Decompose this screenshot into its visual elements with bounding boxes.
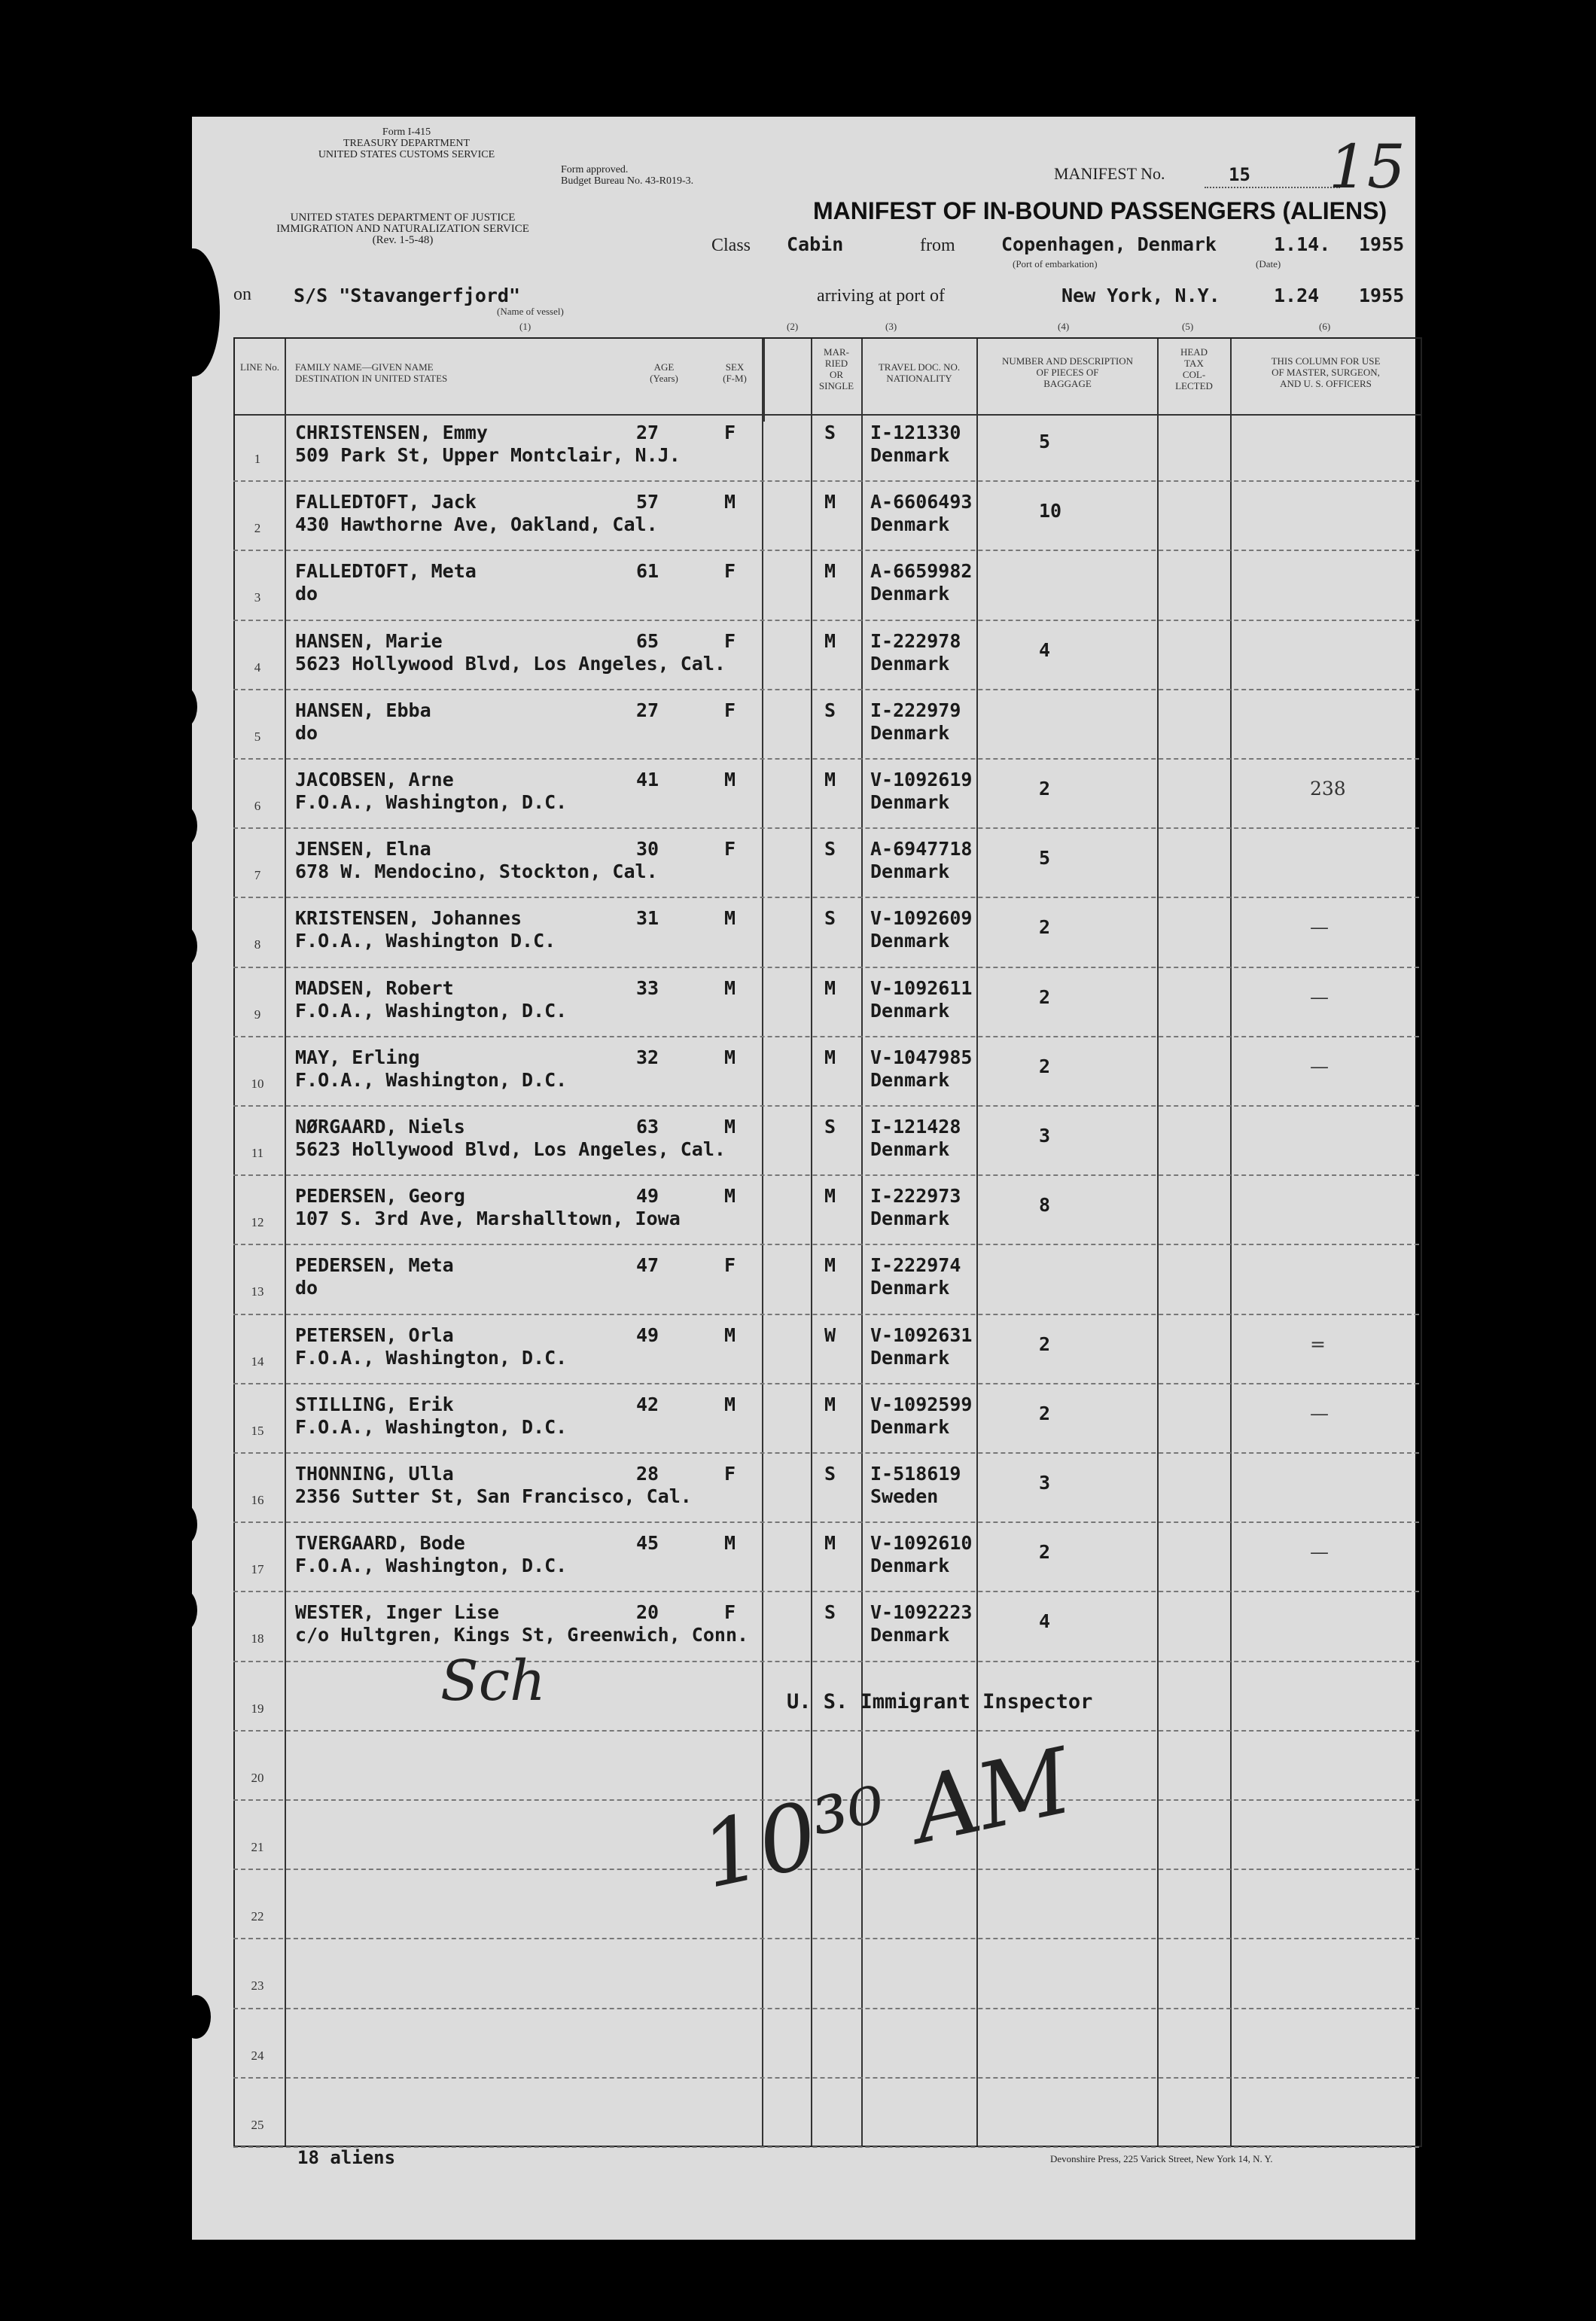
- sex: F: [724, 699, 736, 721]
- sex: M: [724, 1532, 736, 1555]
- line-number: 2: [254, 521, 261, 536]
- customs-service: UNITED STATES CUSTOMS SERVICE: [318, 149, 495, 160]
- nationality: Denmark: [870, 999, 950, 1022]
- baggage-count: 2: [1039, 985, 1051, 1008]
- vessel-name: S/S "Stavangerfjord": [294, 285, 521, 306]
- col-index: (5): [1182, 321, 1194, 332]
- baggage-count: 2: [1039, 1055, 1051, 1077]
- punch-hole: [181, 1995, 211, 2039]
- line-number: 16: [251, 1493, 264, 1507]
- line-number: 19: [251, 1701, 264, 1716]
- table-row: [233, 760, 1419, 827]
- passenger-name: NØRGAARD, Niels: [295, 1116, 465, 1138]
- line-number: 9: [254, 1007, 261, 1022]
- sex: M: [724, 976, 736, 999]
- table-row: [233, 690, 1419, 758]
- table-row: [233, 621, 1419, 689]
- line-number: 4: [254, 659, 261, 675]
- age: 33: [636, 976, 659, 999]
- age: 32: [636, 1046, 659, 1068]
- nationality: Denmark: [870, 1346, 950, 1369]
- col-index: (3): [885, 321, 897, 332]
- marital-status: S: [824, 1116, 836, 1138]
- sex: M: [724, 1046, 736, 1068]
- baggage-count: 3: [1039, 1125, 1051, 1147]
- marital-status: S: [824, 838, 836, 860]
- passenger-name: FALLEDTOFT, Meta: [295, 560, 477, 583]
- passenger-name: STILLING, Erik: [295, 1393, 454, 1415]
- table-row: [233, 2079, 1419, 2146]
- line-number: 23: [251, 1978, 264, 1994]
- date-caption: (Date): [1256, 258, 1281, 270]
- baggage-count: 2: [1039, 778, 1051, 800]
- justice-block: [226, 212, 580, 246]
- table-row: [233, 482, 1419, 550]
- line-number: 21: [251, 1840, 264, 1854]
- manifest-underline: [1205, 187, 1340, 188]
- from-label: from: [920, 236, 955, 255]
- destination: do: [295, 721, 318, 744]
- col-header-officers: THIS COLUMN FOR USE OF MASTER, SURGEON, AND U. S. OFFICERS: [1271, 355, 1381, 389]
- sex: F: [724, 629, 736, 652]
- passenger-name: PEDERSEN, Georg: [295, 1185, 465, 1208]
- line-number: 6: [254, 799, 261, 813]
- col-header-headtax: HEAD TAX COL- LECTED: [1175, 346, 1213, 391]
- col-index: (2): [787, 321, 799, 332]
- marital-status: S: [824, 699, 836, 721]
- age: 49: [636, 1323, 659, 1346]
- sex: M: [724, 769, 736, 790]
- destination: 5623 Hollywood Blvd, Los Angeles, Cal.: [295, 652, 726, 675]
- destination: F.O.A., Washington D.C.: [295, 930, 556, 952]
- class-value: Cabin: [787, 233, 844, 255]
- nationality: Denmark: [870, 652, 950, 675]
- treasury-dept: TREASURY DEPARTMENT: [343, 138, 471, 149]
- marital-status: M: [824, 976, 836, 999]
- passenger-name: CHRISTENSEN, Emmy: [295, 422, 488, 443]
- marital-status: M: [824, 769, 836, 790]
- nationality: Denmark: [870, 1138, 950, 1160]
- table-row: [233, 1523, 1419, 1591]
- nationality: Denmark: [870, 791, 950, 813]
- arrival-date: 1.24: [1274, 285, 1320, 306]
- table-row: [233, 829, 1419, 897]
- sex: F: [724, 838, 736, 860]
- age: 30: [636, 838, 659, 860]
- officer-mark: —: [1310, 1402, 1329, 1424]
- arrival-time-note: 10³⁰ AM: [693, 1729, 1080, 1909]
- line-number: 7: [254, 868, 261, 883]
- officer-mark: —: [1310, 1055, 1329, 1077]
- punch-hole: [167, 685, 197, 729]
- from-year: 1955: [1359, 233, 1405, 255]
- passenger-name: PEDERSEN, Meta: [295, 1254, 454, 1277]
- from-date: 1.14.: [1274, 233, 1331, 255]
- line-number: 22: [251, 1909, 264, 1924]
- passenger-name: KRISTENSEN, Johannes: [295, 907, 522, 930]
- nationality: Denmark: [870, 583, 950, 605]
- passenger-name: THONNING, Ulla: [295, 1463, 454, 1485]
- destination: do: [295, 583, 318, 605]
- inspector-stamp: U. S. Immigrant Inspector: [787, 1690, 1093, 1713]
- approval-block: [561, 164, 787, 187]
- table-row: [233, 898, 1419, 966]
- travel-doc: I-222979: [870, 699, 961, 721]
- passenger-name: HANSEN, Ebba: [295, 699, 431, 721]
- torn-edge: [167, 248, 220, 376]
- travel-doc: I-222974: [870, 1254, 961, 1277]
- on-label: on: [233, 285, 251, 304]
- destination: do: [295, 1277, 318, 1299]
- table-row: [233, 1454, 1419, 1521]
- nationality: Denmark: [870, 1208, 950, 1230]
- budget-bureau: Budget Bureau No. 43-R019-3.: [561, 175, 694, 187]
- travel-doc: A-6947718: [870, 838, 973, 860]
- class-label: Class: [711, 236, 751, 255]
- baggage-count: 10: [1039, 500, 1062, 522]
- age: 31: [636, 907, 659, 930]
- travel-doc: V-1092609: [870, 907, 973, 930]
- sex: F: [724, 1254, 736, 1277]
- age: 61: [636, 560, 659, 583]
- destination: F.O.A., Washington, D.C.: [295, 1415, 568, 1438]
- officer-mark: —: [1310, 916, 1329, 939]
- passenger-name: PETERSEN, Orla: [295, 1323, 454, 1346]
- line-number: 12: [251, 1215, 264, 1230]
- destination: 678 W. Mendocino, Stockton, Cal.: [295, 860, 658, 883]
- table-row: [233, 1037, 1419, 1105]
- travel-doc: V-1047985: [870, 1046, 973, 1068]
- passenger-name: JENSEN, Elna: [295, 838, 431, 860]
- marital-status: M: [824, 1393, 836, 1415]
- nationality: Denmark: [870, 930, 950, 952]
- nationality: Denmark: [870, 1624, 950, 1646]
- line-number: 1: [254, 452, 261, 466]
- nationality: Denmark: [870, 1277, 950, 1299]
- line-number: 17: [251, 1562, 264, 1577]
- passenger-name: WESTER, Inger Lise: [295, 1601, 499, 1624]
- destination: 430 Hawthorne Ave, Oakland, Cal.: [295, 513, 658, 536]
- officer-mark: —: [1310, 985, 1329, 1008]
- line-number: 8: [254, 937, 261, 952]
- sex: F: [724, 422, 736, 443]
- punch-hole: [134, 2115, 164, 2159]
- baggage-count: 4: [1039, 1610, 1051, 1633]
- age: 28: [636, 1463, 659, 1485]
- table-row: [233, 1315, 1419, 1383]
- age: 65: [636, 629, 659, 652]
- col-index: (1): [519, 321, 531, 332]
- vessel-caption: (Name of vessel): [497, 306, 564, 317]
- passenger-name: FALLEDTOFT, Jack: [295, 491, 477, 513]
- sex: F: [724, 560, 736, 583]
- table-row: [233, 1107, 1419, 1174]
- baggage-count: 2: [1039, 1333, 1051, 1355]
- ins-service: IMMIGRATION AND NATURALIZATION SERVICE: [276, 223, 529, 235]
- line-number: 25: [251, 2117, 264, 2132]
- manifest-number: 15: [1229, 164, 1250, 185]
- age: 45: [636, 1532, 659, 1555]
- form-issuer-block: [248, 126, 565, 160]
- sex: M: [724, 491, 736, 513]
- marital-status: M: [824, 560, 836, 583]
- line-number: 13: [251, 1284, 264, 1299]
- marital-status: S: [824, 1463, 836, 1485]
- baggage-count: 4: [1039, 638, 1051, 661]
- passenger-name: TVERGAARD, Bode: [295, 1532, 465, 1555]
- officer-mark: 238: [1310, 778, 1346, 800]
- sex: M: [724, 907, 736, 930]
- table-row: [233, 1176, 1419, 1244]
- travel-doc: V-1092223: [870, 1601, 973, 1624]
- travel-doc: I-518619: [870, 1463, 961, 1485]
- nationality: Denmark: [870, 1068, 950, 1091]
- travel-doc: I-222973: [870, 1185, 961, 1208]
- revision-date: (Rev. 1-5-48): [372, 234, 434, 246]
- table-row: [233, 551, 1419, 619]
- col-header-sex: SEX (F-M): [723, 361, 747, 384]
- inspector-signature: Sch: [440, 1649, 546, 1713]
- baggage-count: 2: [1039, 1402, 1051, 1424]
- baggage-count: 5: [1039, 431, 1051, 452]
- baggage-count: 8: [1039, 1194, 1051, 1217]
- col-header-travel: TRAVEL DOC. NO. NATIONALITY: [878, 361, 961, 384]
- line-number: 11: [251, 1146, 264, 1160]
- arriving-label: arriving at port of: [817, 286, 945, 306]
- line-number: 3: [254, 590, 261, 605]
- justice-dept: UNITED STATES DEPARTMENT OF JUSTICE: [290, 212, 516, 224]
- line-number: 20: [251, 1770, 264, 1785]
- baggage-count: 5: [1039, 847, 1051, 870]
- nationality: Sweden: [870, 1485, 939, 1507]
- destination: F.O.A., Washington, D.C.: [295, 999, 568, 1022]
- baggage-count: 2: [1039, 1541, 1051, 1564]
- table-row: [233, 968, 1419, 1036]
- row-divider: [233, 2146, 1419, 2148]
- sex: M: [724, 1323, 736, 1346]
- manifest-handwritten: 15: [1329, 132, 1406, 202]
- line-number: 15: [251, 1423, 264, 1438]
- nationality: Denmark: [870, 860, 950, 883]
- table-row: [233, 1245, 1419, 1313]
- col-header-name: FAMILY NAME—GIVEN NAME DESTINATION IN UNITED STATES: [295, 361, 448, 384]
- officer-mark: —: [1310, 1541, 1329, 1564]
- destination: 5623 Hollywood Blvd, Los Angeles, Cal.: [295, 1138, 726, 1160]
- col-header-age: AGE (Years): [650, 361, 678, 384]
- age: 49: [636, 1185, 659, 1208]
- marital-status: M: [824, 629, 836, 652]
- port-caption: (Port of embarkation): [1013, 258, 1098, 270]
- nationality: Denmark: [870, 721, 950, 744]
- marital-status: W: [824, 1323, 836, 1346]
- col-index: (4): [1058, 321, 1070, 332]
- col-header-married: MAR- RIED OR SINGLE: [818, 346, 854, 391]
- sex: F: [724, 1463, 736, 1485]
- col-index: (6): [1319, 321, 1331, 332]
- age: 41: [636, 769, 659, 790]
- travel-doc: A-6606493: [870, 491, 973, 513]
- col-header-line: LINE No.: [240, 361, 279, 373]
- travel-doc: I-121330: [870, 422, 961, 443]
- table-row: [233, 1939, 1419, 2007]
- travel-doc: I-121428: [870, 1116, 961, 1138]
- destination: 509 Park St, Upper Montclair, N.J.: [295, 444, 681, 466]
- travel-doc: V-1092631: [870, 1323, 973, 1346]
- punch-hole: [167, 1503, 197, 1546]
- destination: 107 S. 3rd Ave, Marshalltown, Iowa: [295, 1208, 681, 1230]
- marital-status: M: [824, 1532, 836, 1555]
- table-row: [233, 2009, 1419, 2077]
- passenger-name: JACOBSEN, Arne: [295, 769, 454, 790]
- travel-doc: A-6659982: [870, 560, 973, 583]
- marital-status: M: [824, 1185, 836, 1208]
- passenger-name: MAY, Erling: [295, 1046, 420, 1068]
- line-number: 24: [251, 2048, 264, 2063]
- sex: M: [724, 1185, 736, 1208]
- marital-status: S: [824, 422, 836, 443]
- alien-total: 18 aliens: [297, 2147, 396, 2168]
- sex: M: [724, 1116, 736, 1138]
- destination: F.O.A., Washington, D.C.: [295, 1346, 568, 1369]
- marital-status: M: [824, 1254, 836, 1277]
- travel-doc: I-222978: [870, 629, 961, 652]
- form-approved: Form approved.: [561, 164, 629, 175]
- line-number: 14: [251, 1354, 264, 1369]
- punch-hole: [167, 1588, 197, 1632]
- destination: F.O.A., Washington, D.C.: [295, 1555, 568, 1577]
- table-row: [233, 1592, 1419, 1660]
- punch-hole: [167, 924, 197, 968]
- line-number: 10: [251, 1076, 264, 1091]
- sex: F: [724, 1601, 736, 1624]
- age: 42: [636, 1393, 659, 1415]
- nationality: Denmark: [870, 1555, 950, 1577]
- nationality: Denmark: [870, 444, 950, 466]
- baggage-count: 3: [1039, 1472, 1051, 1494]
- baggage-count: 2: [1039, 916, 1051, 939]
- line-number: 5: [254, 729, 261, 744]
- marital-status: M: [824, 1046, 836, 1068]
- marital-status: M: [824, 491, 836, 513]
- age: 63: [636, 1116, 659, 1138]
- destination: F.O.A., Washington, D.C.: [295, 1068, 568, 1091]
- from-port: Copenhagen, Denmark: [1001, 233, 1217, 255]
- printer-imprint: Devonshire Press, 225 Varick Street, New York 14, N. Y.: [1050, 2153, 1273, 2164]
- arrival-port: New York, N.Y.: [1061, 285, 1220, 306]
- nationality: Denmark: [870, 513, 950, 536]
- table-row: [233, 1384, 1419, 1452]
- line-number: 18: [251, 1631, 264, 1646]
- col-header-baggage: NUMBER AND DESCRIPTION OF PIECES OF BAGGAGE: [1001, 355, 1134, 389]
- age: 20: [636, 1601, 659, 1624]
- page-title: MANIFEST OF IN-BOUND PASSENGERS (ALIENS): [813, 197, 1387, 224]
- passenger-name: MADSEN, Robert: [295, 976, 454, 999]
- destination: 2356 Sutter St, San Francisco, Cal.: [295, 1485, 692, 1507]
- col-divider: [763, 339, 765, 422]
- age: 27: [636, 699, 659, 721]
- sex: M: [724, 1393, 736, 1415]
- age: 57: [636, 491, 659, 513]
- punch-hole: [134, 1957, 164, 2001]
- travel-doc: V-1092610: [870, 1532, 973, 1555]
- punch-hole: [167, 804, 197, 848]
- arrival-year: 1955: [1359, 285, 1405, 306]
- travel-doc: V-1092599: [870, 1393, 973, 1415]
- destination: F.O.A., Washington, D.C.: [295, 791, 568, 813]
- nationality: Denmark: [870, 1415, 950, 1438]
- marital-status: S: [824, 907, 836, 930]
- destination: c/o Hultgren, Kings St, Greenwich, Conn.: [295, 1624, 749, 1646]
- form-number: Form I-415: [382, 126, 431, 138]
- age: 47: [636, 1254, 659, 1277]
- marital-status: S: [824, 1601, 836, 1624]
- officer-mark: =: [1310, 1333, 1326, 1355]
- table-row: [233, 413, 1419, 480]
- age: 27: [636, 422, 659, 443]
- passenger-name: HANSEN, Marie: [295, 629, 443, 652]
- travel-doc: V-1092611: [870, 976, 973, 999]
- manifest-label: MANIFEST No.: [1054, 164, 1165, 183]
- travel-doc: V-1092619: [870, 769, 973, 790]
